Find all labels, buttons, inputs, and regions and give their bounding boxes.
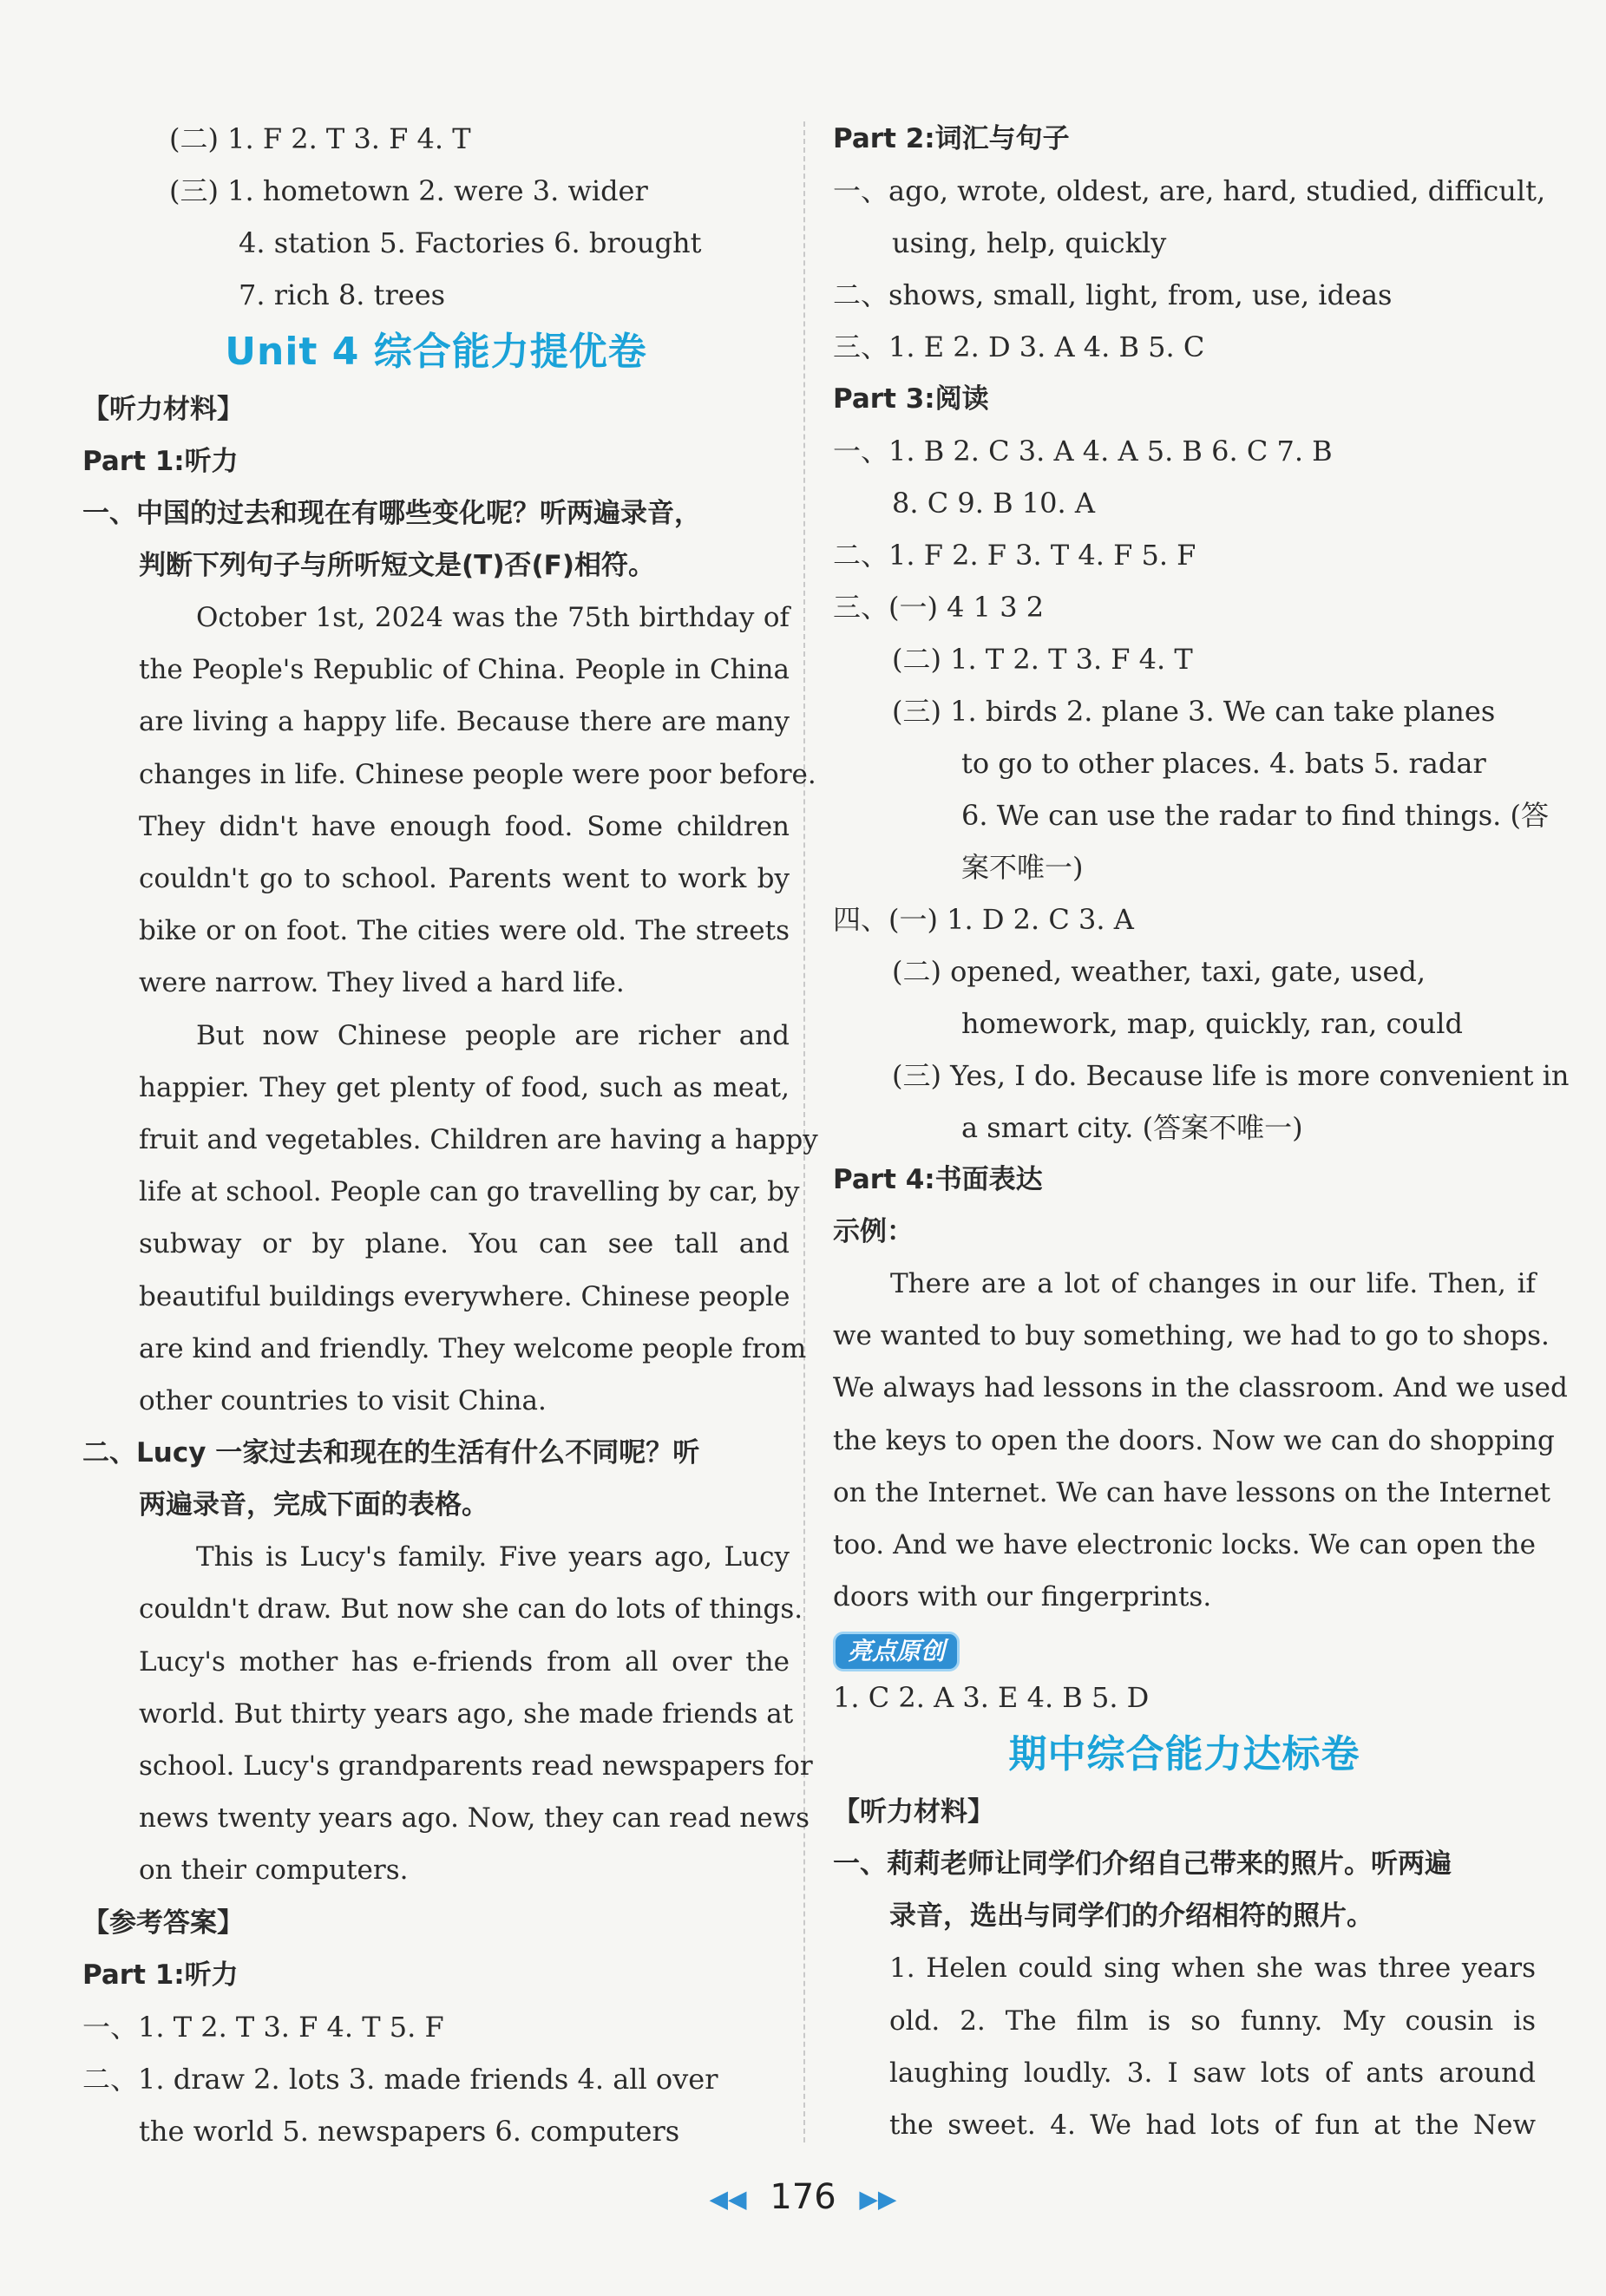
listening-material-label: 【听力材料】 [833, 1796, 994, 1828]
answer-line: (三) 1. birds 2. plane 3. We can take planes [892, 695, 1496, 728]
text-line: school. Lucy's grandparents read newspapers for [139, 1750, 813, 1783]
answer-line: 8. C 9. B 10. A [892, 487, 1095, 520]
previous-page-icon[interactable]: ◀◀ [709, 2184, 747, 2214]
answer-line: a smart city. (答案不唯一) [961, 1111, 1303, 1144]
text-line: couldn't draw. But now she can do lots of things. [139, 1593, 803, 1626]
text-line: too. And we have electronic locks. We can open the [833, 1529, 1536, 1561]
listening-material-label: 【听力材料】 [82, 394, 244, 425]
text-line: on their computers. [139, 1854, 409, 1887]
answer-line: 一、1. B 2. C 3. A 4. A 5. B 6. C 7. B [833, 435, 1333, 468]
sample-essay [833, 1258, 1568, 1623]
answer-line: using, help, quickly [892, 226, 1167, 259]
listening-passage-2 [82, 1531, 813, 1896]
answer-line: 7. rich 8. trees [239, 278, 446, 311]
text-line: couldn't go to school. Parents went to work by [139, 863, 790, 895]
answer-line: 一、ago, wrote, oldest, are, hard, studied, difficult, [833, 174, 1546, 207]
unit4-title: Unit 4 综合能力提优卷 [225, 330, 647, 374]
answer-line: 案不唯一) [961, 851, 1084, 884]
text-line: life at school. People can go travelling by car, by [139, 1176, 800, 1208]
text-line: happier. They get plenty of food, such as meat, [139, 1071, 790, 1103]
midterm-question-1-prompt-cont: 录音，选出与同学们的介绍相符的照片。 [889, 1900, 1373, 1933]
text-line: old. 2. The film is so funny. My cousin is [889, 2005, 1536, 2037]
answer-line: (二) 1. F 2. T 3. F 4. T [169, 122, 471, 155]
text-line: the sweet. 4. We had lots of fun at the New [889, 2110, 1536, 2142]
answers-label: 【参考答案】 [82, 1907, 244, 1939]
question-2-prompt-cont: 两遍录音，完成下面的表格。 [139, 1489, 488, 1521]
answer-line: (三) Yes, I do. Because life is more convenient in [892, 1059, 1570, 1092]
answer-line: (二) 1. T 2. T 3. F 4. T [892, 643, 1193, 676]
answer-line: 一、1. T 2. T 3. F 4. T 5. F [82, 2010, 444, 2044]
text-line: We always had lessons in the classroom. And we used [833, 1372, 1568, 1404]
text-line: are living a happy life. Because there are many [139, 706, 790, 738]
text-line: were narrow. They lived a hard life. [139, 967, 625, 999]
answer-line: 4. station 5. Factories 6. brought [239, 226, 702, 259]
text-line: world. But thirty years ago, she made friends at [139, 1697, 794, 1730]
midterm-title: 期中综合能力达标卷 [1008, 1732, 1360, 1777]
part2-label: Part 2:词汇与句子 [833, 123, 1070, 154]
text-line: October 1st, 2024 was the 75th birthday of [196, 602, 790, 633]
text-line: bike or on foot. The cities were old. The streets [139, 915, 790, 947]
answer-line: (二) opened, weather, taxi, gate, used, [892, 955, 1426, 988]
question-1-prompt-cont: 判断下列句子与所听短文是(T)否(F)相符。 [139, 550, 655, 581]
midterm-passage [833, 1942, 1536, 2151]
page-footer [0, 2177, 1606, 2217]
midterm-question-1-prompt: 一、莉莉老师让同学们介绍自己带来的照片。听两遍 [833, 1848, 1452, 1881]
answer-line: 6. We can use the radar to find things. (答 [961, 799, 1549, 832]
part1-label: Part 1:听力 [82, 446, 239, 477]
listening-passage-1 [82, 592, 818, 1427]
part3-label: Part 3:阅读 [833, 383, 989, 415]
text-line: fruit and vegetables. Children are having a happy [139, 1124, 818, 1156]
text-line: other countries to visit China. [139, 1385, 547, 1417]
part1-answers-label: Part 1:听力 [82, 1959, 239, 1991]
text-line: news twenty years ago. Now, they can read news [139, 1802, 810, 1835]
highlight-original-badge: 亮点原创 [833, 1632, 960, 1671]
text-line: we wanted to buy something, we had to go to shops. [833, 1320, 1550, 1352]
text-line: changes in life. Chinese people were poor before. [139, 758, 816, 790]
left-column [82, 113, 818, 2157]
text-line: beautiful buildings everywhere. Chinese people [139, 1280, 790, 1312]
text-line: on the Internet. We can have lessons on the Internet [833, 1476, 1550, 1508]
example-label: 示例： [833, 1216, 914, 1247]
answer-line: homework, map, quickly, ran, could [961, 1007, 1463, 1040]
text-line: the People's Republic of China. People in China [139, 654, 790, 686]
text-line: are kind and friendly. They welcome people from [139, 1332, 807, 1364]
part4-label: Part 4:书面表达 [833, 1164, 1043, 1195]
answer-line: 二、1. F 2. F 3. T 4. F 5. F [833, 539, 1196, 572]
text-line: the keys to open the doors. Now we can do shopping [833, 1424, 1555, 1456]
text-line: doors with our fingerprints. [833, 1581, 1212, 1613]
answer-line: 三、(一) 4 1 3 2 [833, 591, 1045, 624]
page-number: 176 [770, 2177, 836, 2217]
answer-line: the world 5. newspapers 6. computers [139, 2114, 680, 2148]
text-line: laughing loudly. 3. I saw lots of ants around [889, 2057, 1536, 2089]
answer-line: 三、1. E 2. D 3. A 4. B 5. C [833, 330, 1205, 363]
text-line: This is Lucy's family. Five years ago, Lucy [196, 1541, 790, 1573]
question-1-prompt: 一、中国的过去和现在有哪些变化呢？听两遍录音， [82, 498, 701, 529]
text-line: They didn't have enough food. Some children [139, 810, 790, 842]
text-line: There are a lot of changes in our life. Then, if [890, 1268, 1536, 1299]
answer-line: to go to other places. 4. bats 5. radar [961, 747, 1486, 780]
question-2-prompt: 二、Lucy 一家过去和现在的生活有什么不同呢？听 [82, 1437, 700, 1469]
right-column [833, 113, 1570, 2151]
text-line: Lucy's mother has e-friends from all over the [139, 1645, 790, 1678]
text-line: 1. Helen could sing when she was three years [889, 1953, 1536, 1985]
answer-line: 四、(一) 1. D 2. C 3. A [833, 903, 1134, 936]
answer-line: 二、1. draw 2. lots 3. made friends 4. all over [82, 2062, 718, 2096]
text-line: But now Chinese people are richer and [196, 1019, 790, 1051]
answer-line: (三) 1. hometown 2. were 3. wider [169, 174, 648, 207]
answer-line: 1. C 2. A 3. E 4. B 5. D [833, 1681, 1150, 1715]
answer-line: 二、shows, small, light, from, use, ideas [833, 278, 1393, 311]
next-page-icon[interactable]: ▶▶ [859, 2184, 897, 2214]
text-line: subway or by plane. You can see tall and [139, 1228, 790, 1260]
